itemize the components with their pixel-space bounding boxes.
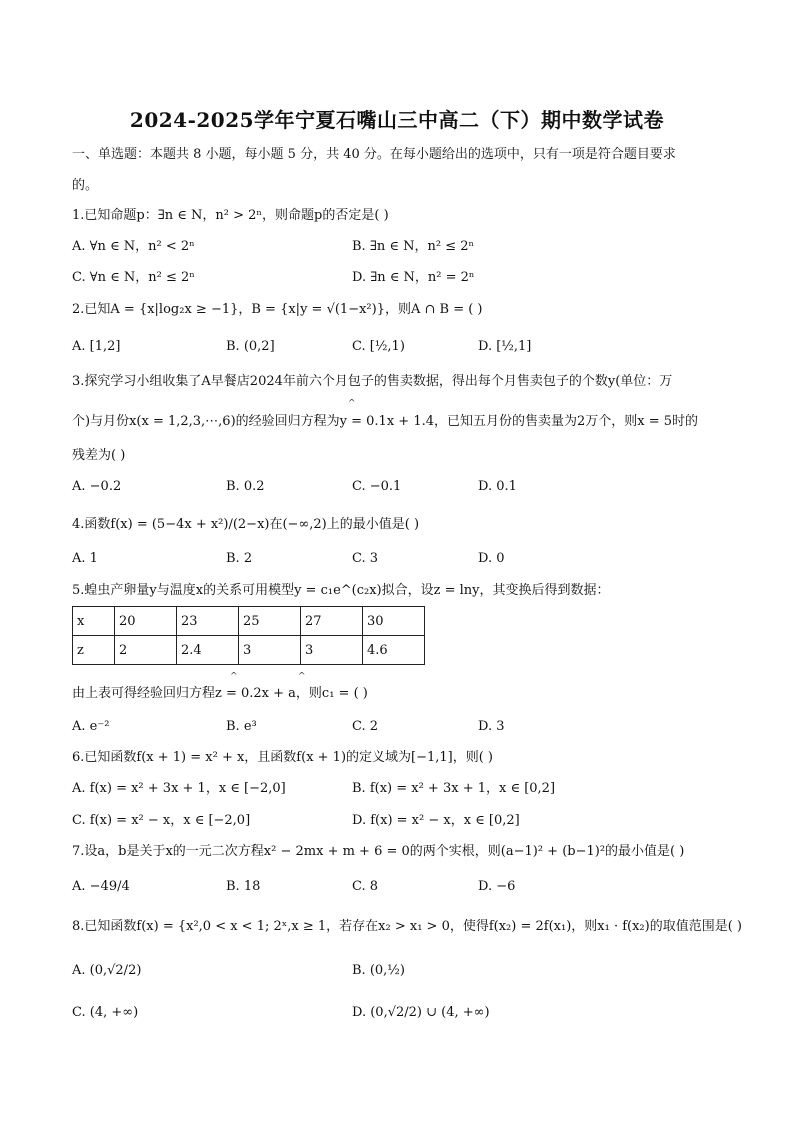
section-heading-line-2: 的。 bbox=[72, 178, 99, 193]
table-cell: 30 bbox=[363, 607, 425, 636]
question-6-stem: 6.已知函数f(x + 1) = x² + x，且函数f(x + 1)的定义域为[−1,1]，则( ) bbox=[72, 750, 494, 765]
question-5-option-a: A. e⁻² bbox=[72, 719, 110, 734]
question-3-option-d: D. 0.1 bbox=[478, 479, 517, 494]
table-cell: x bbox=[73, 607, 115, 636]
question-4-option-c: C. 3 bbox=[352, 551, 379, 566]
regression-hat-mark: ^ bbox=[298, 672, 306, 682]
table-cell: 27 bbox=[301, 607, 363, 636]
question-4-option-a: A. 1 bbox=[72, 551, 98, 566]
question-4-stem: 4.函数f(x) = (5−4x + x²)/(2−x)在(−∞,2)上的最小值是( ) bbox=[72, 517, 420, 532]
section-heading-line-1: 一、单选题：本题共 8 小题，每小题 5 分，共 40 分。在每小题给出的选项中，只有一项是符合题目要求 bbox=[72, 147, 676, 162]
question-2-option-a: A. [1,2] bbox=[72, 339, 121, 354]
question-3-stem-line-2: 个)与月份x(x = 1,2,3,⋯,6)的经验回归方程为y = 0.1x + 1.4，已知五月份的售卖量为2万个，则x = 5时的 bbox=[72, 414, 699, 429]
question-5-option-c: C. 2 bbox=[352, 719, 379, 734]
question-5-stem: 5.蝗虫产卵量y与温度x的关系可用模型y = c₁e^(c₂x)拟合，设z = lny，其变换后得到数据： bbox=[72, 583, 610, 598]
question-7-stem: 7.设a，b是关于x的一元二次方程x² − 2mx + m + 6 = 0的两个实根，则(a−1)² + (b−1)²的最小值是( ) bbox=[72, 844, 685, 859]
regression-hat-mark: ^ bbox=[348, 399, 356, 409]
question-1-option-d: D. ∃n ∈ N，n² = 2ⁿ bbox=[352, 270, 475, 285]
question-3-stem-line-3: 残差为( ) bbox=[72, 448, 126, 463]
table-cell: 2 bbox=[115, 636, 177, 665]
question-3-option-a: A. −0.2 bbox=[72, 479, 122, 494]
question-6-option-b: B. f(x) = x² + 3x + 1，x ∈ [0,2] bbox=[352, 781, 556, 796]
question-7-option-c: C. 8 bbox=[352, 879, 379, 894]
question-4-option-d: D. 0 bbox=[478, 551, 505, 566]
regression-hat-mark: ^ bbox=[230, 672, 238, 682]
question-1-option-c: C. ∀n ∈ N，n² ≤ 2ⁿ bbox=[72, 270, 195, 285]
question-1-option-a: A. ∀n ∈ N，n² < 2ⁿ bbox=[72, 239, 195, 254]
table-cell: 2.4 bbox=[177, 636, 239, 665]
question-2-option-b: B. (0,2] bbox=[226, 339, 275, 354]
question-6-option-a: A. f(x) = x² + 3x + 1，x ∈ [−2,0] bbox=[72, 781, 286, 796]
question-7-option-a: A. −49/4 bbox=[72, 879, 130, 894]
question-5-after-table: 由上表可得经验回归方程z = 0.2x + a，则c₁ = ( ) bbox=[72, 686, 368, 701]
question-7-option-d: D. −6 bbox=[478, 879, 516, 894]
question-1-stem: 1.已知命题p：∃n ∈ N，n² > 2ⁿ，则命题p的否定是( ) bbox=[72, 208, 389, 223]
table-row bbox=[73, 607, 425, 636]
question-3-stem-line-1: 3.探究学习小组收集了A早餐店2024年前六个月包子的售卖数据，得出每个月售卖包子的个数y(单位：万 bbox=[72, 374, 673, 389]
question-8-stem: 8.已知函数f(x) = {x²,0 < x < 1; 2ˣ,x ≥ 1，若存在x₂ > x₁ > 0，使得f(x₂) = 2f(x₁)，则x₁ · f(x₂)的取值范围是( ) bbox=[72, 919, 742, 934]
table-row bbox=[73, 636, 425, 665]
question-3-option-b: B. 0.2 bbox=[226, 479, 265, 494]
table-cell: 20 bbox=[115, 607, 177, 636]
question-2-stem: 2.已知A = {x|log₂x ≥ −1}，B = {x|y = √(1−x²)}，则A ∩ B = ( ) bbox=[72, 302, 483, 317]
table-cell: 23 bbox=[177, 607, 239, 636]
question-6-option-c: C. f(x) = x² − x，x ∈ [−2,0] bbox=[72, 813, 251, 828]
question-4-option-b: B. 2 bbox=[226, 551, 253, 566]
data-table bbox=[72, 606, 425, 665]
table-cell: 3 bbox=[301, 636, 363, 665]
question-2-option-d: D. [½,1] bbox=[478, 339, 532, 354]
question-7-option-b: B. 18 bbox=[226, 879, 261, 894]
question-8-option-b: B. (0,½) bbox=[352, 963, 405, 978]
question-2-option-c: C. [½,1) bbox=[352, 339, 405, 354]
question-8-option-a: A. (0,√2/2) bbox=[72, 963, 142, 978]
page-title: 2024-2025学年宁夏石嘴山三中高二（下）期中数学试卷 bbox=[129, 108, 665, 132]
question-5-option-d: D. 3 bbox=[478, 719, 505, 734]
question-8-option-c: C. (4, +∞) bbox=[72, 1005, 139, 1020]
question-5-option-b: B. e³ bbox=[226, 719, 257, 734]
question-6-option-d: D. f(x) = x² − x，x ∈ [0,2] bbox=[352, 813, 520, 828]
table-cell: z bbox=[73, 636, 115, 665]
table-cell: 3 bbox=[239, 636, 301, 665]
question-8-option-d: D. (0,√2/2) ∪ (4, +∞) bbox=[352, 1005, 490, 1020]
table-cell: 25 bbox=[239, 607, 301, 636]
question-3-option-c: C. −0.1 bbox=[352, 479, 402, 494]
question-1-option-b: B. ∃n ∈ N，n² ≤ 2ⁿ bbox=[352, 239, 475, 254]
table-cell: 4.6 bbox=[363, 636, 425, 665]
